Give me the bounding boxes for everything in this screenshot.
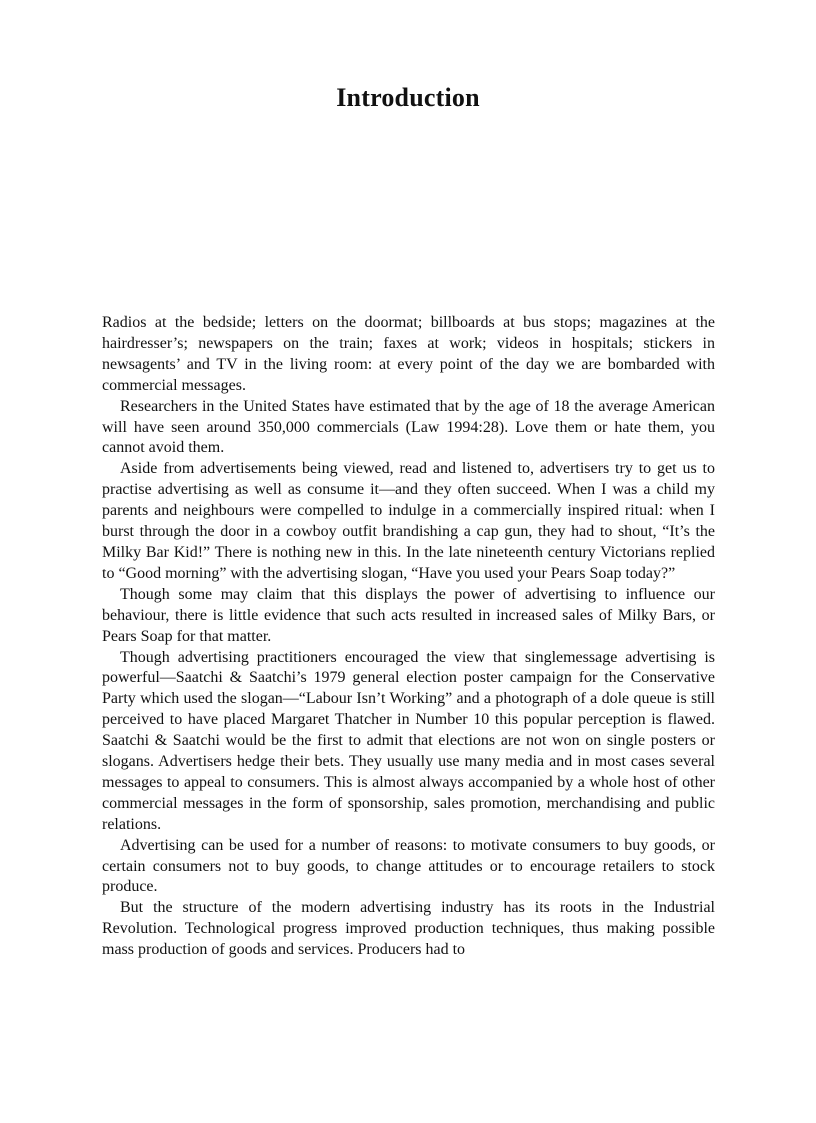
paragraph: Researchers in the United States have estimated that by the age of 18 the average American will have seen around 350,000 commercials (Law 1994:28). Love them or hate them, you cannot avoid them. bbox=[102, 397, 715, 457]
chapter-title: Introduction bbox=[336, 83, 480, 112]
paragraph: Though some may claim that this displays the power of advertising to influence our behaviour, there is little evidence that such acts resulted in increased sales of Milky Bars, or Pears Soap for that matter. bbox=[102, 585, 715, 645]
paragraph: But the structure of the modern advertising industry has its roots in the Industrial Revolution. Technological progress improved production techniques, thus making possible mass production of goods and services. Producers had to bbox=[102, 899, 715, 959]
paragraph: Advertising can be used for a number of reasons: to motivate consumers to buy goods, or certain consumers not to buy goods, to change attitudes or to encourage retailers to stock produce. bbox=[102, 836, 715, 896]
paragraph: Though advertising practitioners encouraged the view that singlemessage advertising is powerful—Saatchi & Saatchi’s 1979 general election poster campaign for the Conservative Party which used the slogan—“Labour Isn’t Working” and a photograph of a dole queue is still perceived to have placed Margaret Thatcher in Number 10 this popular perception is flawed. Saatchi & Saatchi would be the first to admit that elections are not won on single posters or slogans. Advertisers hedge their bets. They usually use many media and in most cases several messages to appeal to consumers. This is almost always accompanied by a whole host of other commercial messages in the form of sponsorship, sales promotion, merchandising and public relations. bbox=[102, 648, 715, 833]
chapter-body bbox=[102, 313, 715, 961]
paragraph: Radios at the bedside; letters on the doormat; billboards at bus stops; magazines at the hairdresser’s; newspapers on the train; faxes at work; videos in hospitals; stickers in newsagents’ and TV in the living room: at every point of the day we are bombarded with commercial messages. bbox=[102, 314, 715, 394]
paragraph: Aside from advertisements being viewed, read and listened to, advertisers try to get us to practise advertising as well as consume it—and they often succeed. When I was a child my parents and neighbours were compelled to indulge in a commercially inspired ritual: when I burst through the door in a cowboy outfit brandishing a cap gun, they had to shout, “It’s the Milky Bar Kid!” There is nothing new in this. In the late nineteenth century Victorians replied to “Good morning” with the advertising slogan, “Have you used your Pears Soap today?” bbox=[102, 460, 715, 582]
